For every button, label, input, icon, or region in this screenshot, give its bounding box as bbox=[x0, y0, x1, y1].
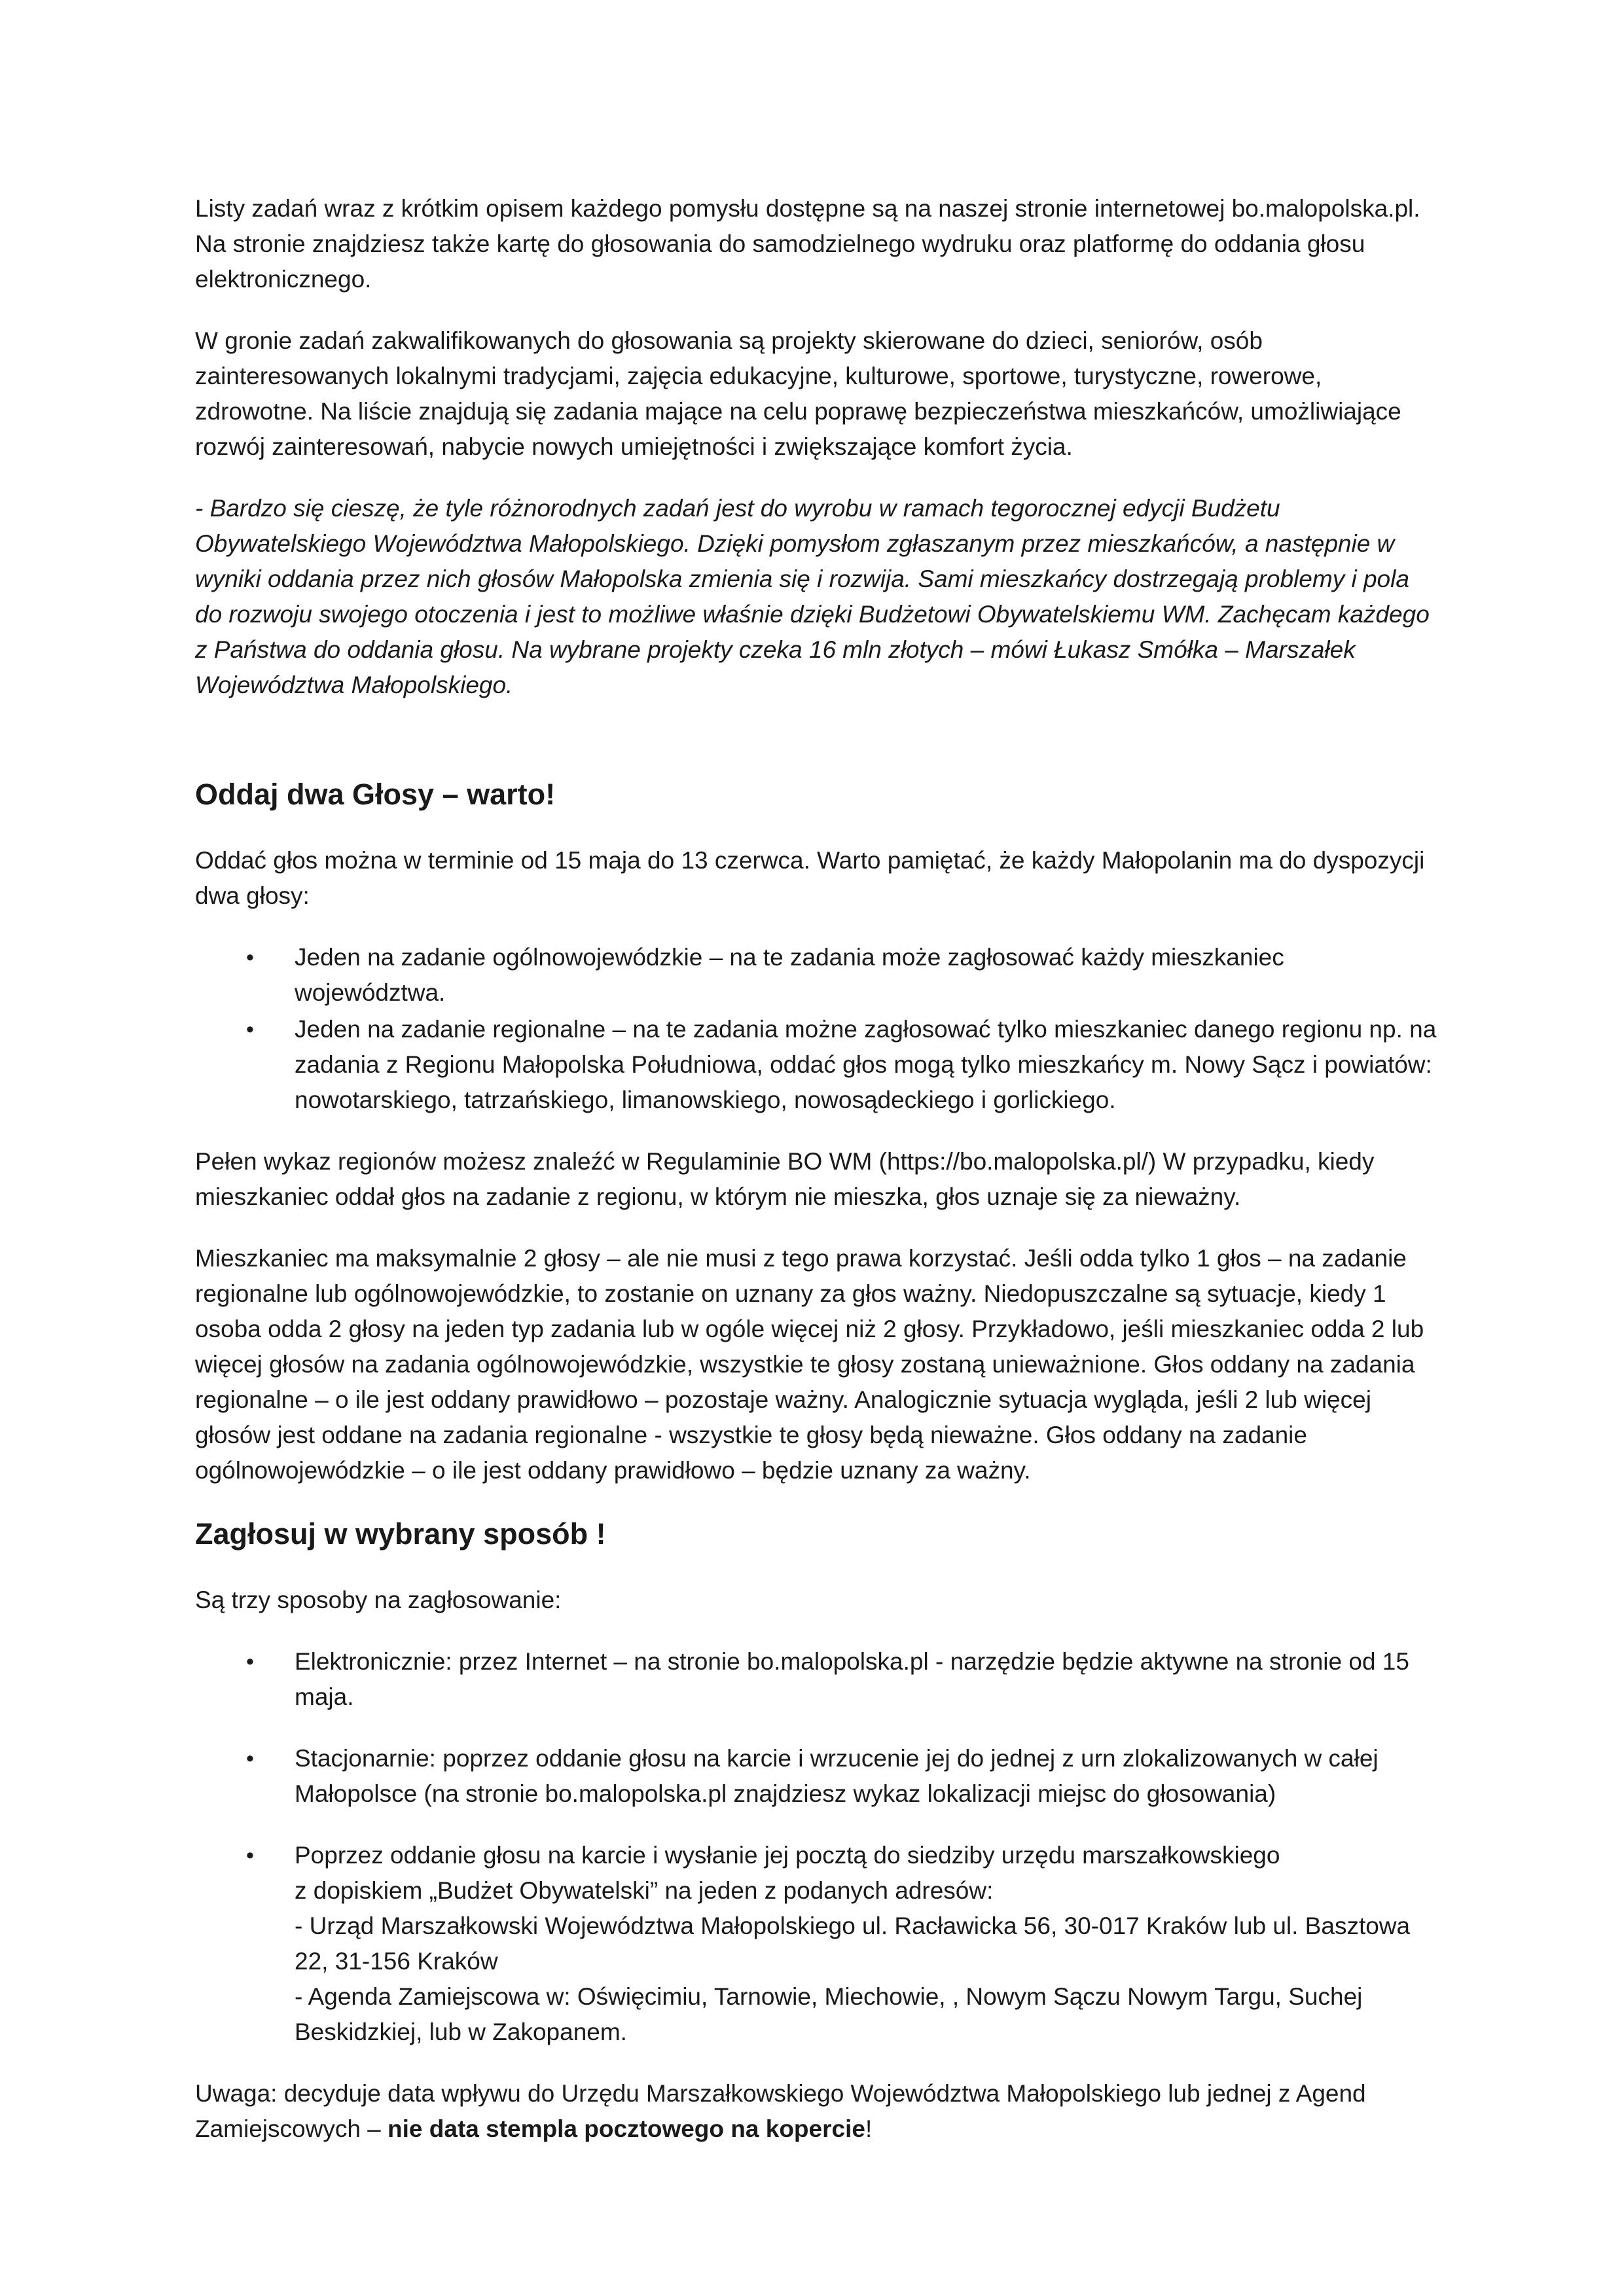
postmark-note-text: Uwaga: decyduje data wpływu do Urzędu Marszałkowskiego Województwa Małopolskiego lub jednej z Agend Zamiejscowych – bbox=[195, 2080, 1366, 2142]
marshal-quote: - Bardzo się cieszę, że tyle różnorodnych zadań jest do wyrobu w ramach tegorocznej edycji Budżetu Obywatelskiego Województwa Małopolskiego. Dzięki pomysłom zgłaszanym przez mieszkańców, a następnie w wyniki oddania przez nich głosów Małopolska zmienia się i rozwija. Sami mieszkańcy dostrzegają problemy i pola do rozwoju swojego otoczenia i jest to możliwe właśnie dzięki Budżetowi Obywatelskiemu WM. Zachęcam każdego z Państwa do oddania głosu. Na wybrane projekty czeka 16 mln złotych – mówi Łukasz Smółka – Marszałek Województwa Małopolskiego. bbox=[195, 495, 1430, 698]
list-item bbox=[195, 1838, 1439, 2050]
voting-period-paragraph: Oddać głos można w terminie od 15 maja do 13 czerwca. Warto pamiętać, że każdy Małopolanin ma do dyspozycji dwa głosy: bbox=[195, 847, 1425, 909]
list-item-text: Stacjonarnie: poprzez oddanie głosu na karcie i wrzucenie jej do jednej z urn zlokalizowanych w całej Małopolsce (na stronie bo.malopolska.pl znajdziesz wykaz lokalizacji miejsc do głosowania) bbox=[295, 1745, 1379, 1807]
voting-methods-intro: Są trzy sposoby na zagłosowanie: bbox=[195, 1587, 562, 1613]
bullet-icon: • bbox=[246, 1843, 254, 1868]
bullet-icon: • bbox=[246, 1017, 254, 1042]
mail-method-line-2: z dopiskiem „Budżet Obywatelski” na jeden z podanych adresów: bbox=[295, 1877, 994, 1904]
mail-method-line-1: Poprzez oddanie głosu na karcie i wysłanie jej pocztą do siedziby urzędu marszałkowskiego bbox=[295, 1842, 1280, 1869]
bullet-icon: • bbox=[246, 1649, 254, 1674]
bullet-icon: • bbox=[246, 945, 254, 970]
vote-rules-paragraph: Mieszkaniec ma maksymalnie 2 głosy – ale nie musi z tego prawa korzystać. Jeśli odda tylko 1 głos – na zadanie regionalne lub ogólnowojewódzkie, to zostanie on uznany za głos ważny. Niedopuszczalne są sytuacje, kiedy 1 osoba odda 2 głosy na jeden typ zadania lub w ogóle więcej niż 2 głosy. Przykładowo, jeśli mieszkaniec odda 2 lub więcej głosów na zadania ogólnowojewódzkie, wszystkie te głosy zostaną unieważnione. Głos oddany na zadania regionalne – o ile jest oddany prawidłowo – pozostaje ważny. Analogicznie sytuacja wygląda, jeśli 2 lub więcej głosów jest oddane na zadania regionalne - wszystkie te głosy będą nieważne. Głos oddany na zadanie ogólnowojewódzkie – o ile jest oddany prawidłowo – będzie uznany za ważny. bbox=[195, 1245, 1424, 1484]
list-item bbox=[195, 1012, 1439, 1118]
list-item-text: Jeden na zadanie ogólnowojewódzkie – na te zadania może zagłosować każdy mieszkaniec województwa. bbox=[295, 944, 1284, 1006]
list-item bbox=[195, 1644, 1439, 1715]
bullet-icon: • bbox=[246, 1746, 254, 1771]
list-item bbox=[195, 940, 1439, 1011]
postmark-note bbox=[195, 2076, 1439, 2147]
section-heading-two-votes: Oddaj dwa Głosy – warto! bbox=[195, 778, 556, 811]
list-item bbox=[195, 1741, 1439, 1812]
intro-paragraph-2: W gronie zadań zakwalifikowanych do głosowania są projekty skierowane do dzieci, seniorów, osób zainteresowanych lokalnymi tradycjami, zajęcia edukacyjne, kulturowe, sportowe, turystyczne, rowerowe, zdrowotne. Na liście znajdują się zadania mające na celu poprawę bezpieczeństwa mieszkańców, umożliwiające rozwój zainteresowań, nabycie nowych umiejętności i zwiększające komfort życia. bbox=[195, 327, 1401, 460]
list-item-text: Jeden na zadanie regionalne – na te zadania możne zagłosować tylko mieszkaniec danego regionu np. na zadania z Regionu Małopolska Południowa, oddać głos mogą tylko mieszkańcy m. Nowy Sącz i powiatów: nowotarskiego, tatrzańskiego, limanowskiego, nowosądeckiego i gorlickiego. bbox=[295, 1016, 1437, 1113]
intro-paragraph-1: Listy zadań wraz z krótkim opisem każdego pomysłu dostępne są na naszej stronie internetowej bo.malopolska.pl. Na stronie znajdziesz także kartę do głosowania do samodzielnego wydruku oraz platformę do oddania głosu elektronicznego. bbox=[195, 195, 1420, 293]
section-heading-voting-methods: Zagłosuj w wybrany sposób ! bbox=[195, 1517, 606, 1551]
regions-paragraph: Pełen wykaz regionów możesz znaleźć w Regulaminie BO WM (https://bo.malopolska.pl/) W przypadku, kiedy mieszkaniec oddał głos na zadanie z regionu, w którym nie mieszka, głos uznaje się za nieważny. bbox=[195, 1148, 1375, 1210]
document-page bbox=[195, 191, 1439, 2147]
postmark-note-emphasis: nie data stempla pocztowego na kopercie bbox=[388, 2115, 865, 2142]
mail-address-main-office: - Urząd Marszałkowski Województwa Małopolskiego ul. Racławicka 56, 30-017 Kraków lub ul. Basztowa 22, 31-156 Kraków bbox=[295, 1912, 1411, 1975]
voting-methods-list bbox=[195, 1644, 1439, 2050]
mail-address-branch-offices: - Agenda Zamiejscowa w: Oświęcimiu, Tarnowie, Miechowie, , Nowym Sączu Nowym Targu, Suchej Beskidzkiej, lub w Zakopanem. bbox=[295, 1983, 1363, 2045]
postmark-note-suffix: ! bbox=[865, 2115, 873, 2142]
list-item-text: Elektronicznie: przez Internet – na stronie bo.malopolska.pl - narzędzie będzie aktywne na stronie od 15 maja. bbox=[295, 1648, 1409, 1710]
vote-types-list bbox=[195, 940, 1439, 1118]
